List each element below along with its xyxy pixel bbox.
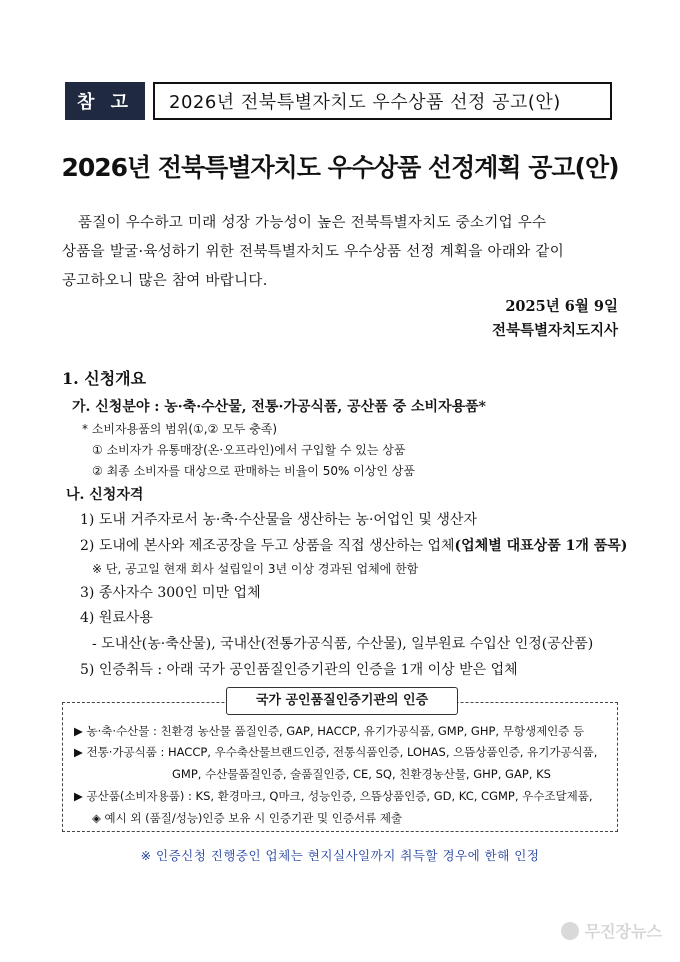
cert-row-example-note: ◈ 예시 외 (품질/성능)인증 보유 시 인증기관 및 인증서류 제출 [92,811,403,825]
eligibility-note: ※ 단, 공고일 현재 회사 설립일이 3년 이상 경과된 업체에 한함 [92,562,419,576]
intro-line-1: 품질이 우수하고 미래 성장 가능성이 높은 전북특별자치도 중소기업 우수 [78,215,547,231]
cert-row-traditional-cont: GMP, 수산물품질인증, 술품질인증, CE, SQ, 친환경농산물, GHP, GAP, KS [172,767,551,781]
raw-material-detail: - 도내산(농·축산물), 국내산(전통가공식품, 수산물), 일부원료 수입산 인정(공산품) [92,636,594,652]
cert-row-traditional: ▶ 전통·가공식품 : HACCP, 우수축산물브랜드인증, 전통식품인증, LOHAS, 으뜸상품인증, 유기가공식품, [74,745,598,759]
condition-item-2: ② 최종 소비자를 대상으로 판매하는 비율이 50% 이상인 상품 [92,464,415,478]
eligibility-item-1: 1) 도내 거주자로서 농·축·수산물을 생산하는 농·어업인 및 생산자 [80,512,477,528]
intro-line-3: 공고하오니 많은 참여 바랍니다. [62,273,268,289]
eligibility-item-2-emphasis: (업체별 대표상품 1개 품목) [454,538,628,554]
footnote: ※ 인증신청 진행중인 업체는 현지실사일까지 취득할 경우에 한해 인정 [140,848,540,863]
watermark-logo-icon [561,922,579,940]
reference-tag: 참 고 [65,82,145,120]
header-title: 2026년 전북특별자치도 우수상품 선정 공고(안) [153,82,612,120]
watermark-text: 무진장뉴스 [584,922,662,941]
reference-header [65,82,612,120]
eligibility-item-2: 2) 도내에 본사와 제조공장을 두고 상품을 직접 생산하는 업체(업체별 대표상품 1개 품목) [80,538,628,554]
eligibility-item-5: 5) 인증취득 : 아래 국가 공인품질인증기관의 인증을 1개 이상 받은 업체 [80,662,518,678]
eligibility-heading: 나. 신청자격 [66,487,144,503]
eligibility-item-3: 3) 종사자수 300인 미만 업체 [80,585,261,601]
watermark [561,919,662,942]
announcement-date: 2025년 6월 9일 [505,298,618,315]
certification-box-title: 국가 공인품질인증기관의 인증 [226,687,458,715]
intro-line-2: 상품을 발굴·육성하기 위한 전북특별자치도 우수상품 선정 계획을 아래와 같이 [62,244,565,260]
application-field: 가. 신청분야 : 농·축·수산물, 전통·가공식품, 공산품 중 소비자용품* [72,399,486,415]
condition-item-1: ① 소비자가 유통매장(온·오프라인)에서 구입할 수 있는 상품 [92,443,406,457]
issuing-organization: 전북특별자치도지사 [491,322,618,339]
document-title: 2026년 전북특별자치도 우수상품 선정계획 공고(안) [61,153,619,182]
cert-row-agri: ▶ 농·축·수산물 : 친환경 농산물 품질인증, GAP, HACCP, 유기가공식품, GMP, GHP, 무항생제인증 등 [74,724,585,738]
cert-row-industrial: ▶ 공산품(소비자용품) : KS, 환경마크, Q마크, 성능인증, 으뜸상품인증, GD, KC, CGMP, 우수조달제품, [74,789,593,803]
eligibility-item-4: 4) 원료사용 [80,610,153,626]
section-heading: 1. 신청개요 [62,369,147,388]
consumer-goods-note: * 소비자용품의 범위(①,② 모두 충족) [82,422,278,436]
